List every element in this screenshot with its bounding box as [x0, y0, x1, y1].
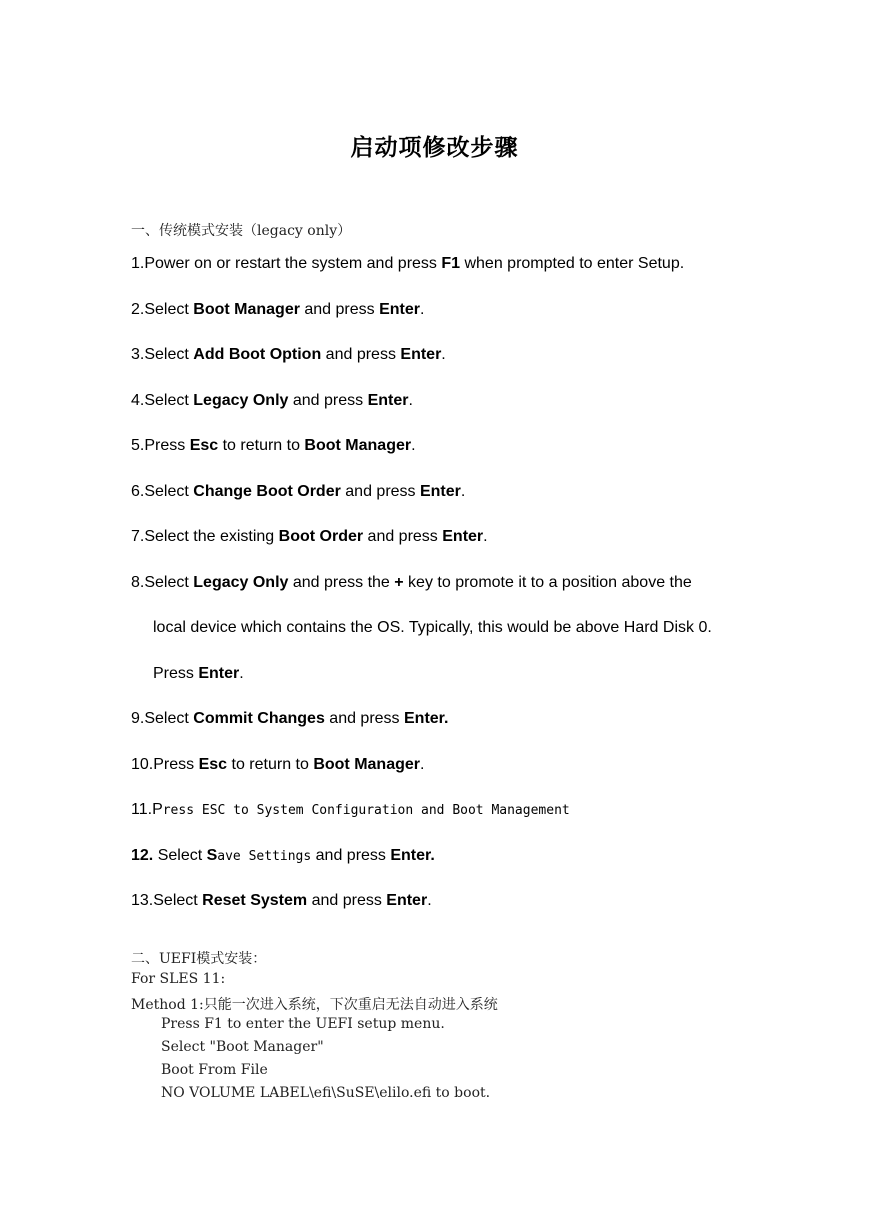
step-11: 11.Press ESC to System Configuration and Boot Management — [131, 801, 570, 818]
step-8: 8.Select Legacy Only and press the + key to promote it to a position above the — [131, 574, 692, 591]
step-9: 9.Select Commit Changes and press Enter. — [131, 710, 449, 727]
step-2: 2.Select Boot Manager and press Enter. — [131, 301, 425, 318]
page-title: 启动项修改步骤 — [350, 135, 519, 161]
step-6: 6.Select Change Boot Order and press Enter. — [131, 483, 466, 500]
code-line: Select "Boot Manager" — [161, 1039, 324, 1055]
step-13: 13.Select Reset System and press Enter. — [131, 892, 432, 909]
step-4: 4.Select Legacy Only and press Enter. — [131, 392, 413, 409]
code-line: Boot From File — [161, 1062, 268, 1078]
step-7: 7.Select the existing Boot Order and press Enter. — [131, 528, 488, 545]
step-10: 10.Press Esc to return to Boot Manager. — [131, 756, 425, 773]
step-3: 3.Select Add Boot Option and press Enter. — [131, 346, 446, 363]
uefi-section-heading: 二、UEFI模式安装： — [131, 951, 267, 967]
step-12: 12. Select Save Settings and press Enter. — [131, 847, 435, 864]
step-8-press-enter: Press Enter. — [153, 665, 244, 682]
code-line: For SLES 11: — [131, 971, 226, 987]
legacy-section-heading: 一、传统模式安装（legacy only） — [131, 223, 352, 239]
code-line: Method 1:只能一次进入系统，下次重启无法自动进入系统 — [131, 997, 498, 1013]
step-8-continued: local device which contains the OS. Typically, this would be above Hard Disk 0. — [153, 619, 712, 636]
step-5: 5.Press Esc to return to Boot Manager. — [131, 437, 416, 454]
code-line: NO VOLUME LABEL\efi\SuSE\elilo.efi to boot. — [161, 1085, 491, 1101]
step-1: 1.Power on or restart the system and press F1 when prompted to enter Setup. — [131, 255, 685, 272]
code-line: Press F1 to enter the UEFI setup menu. — [161, 1016, 445, 1032]
